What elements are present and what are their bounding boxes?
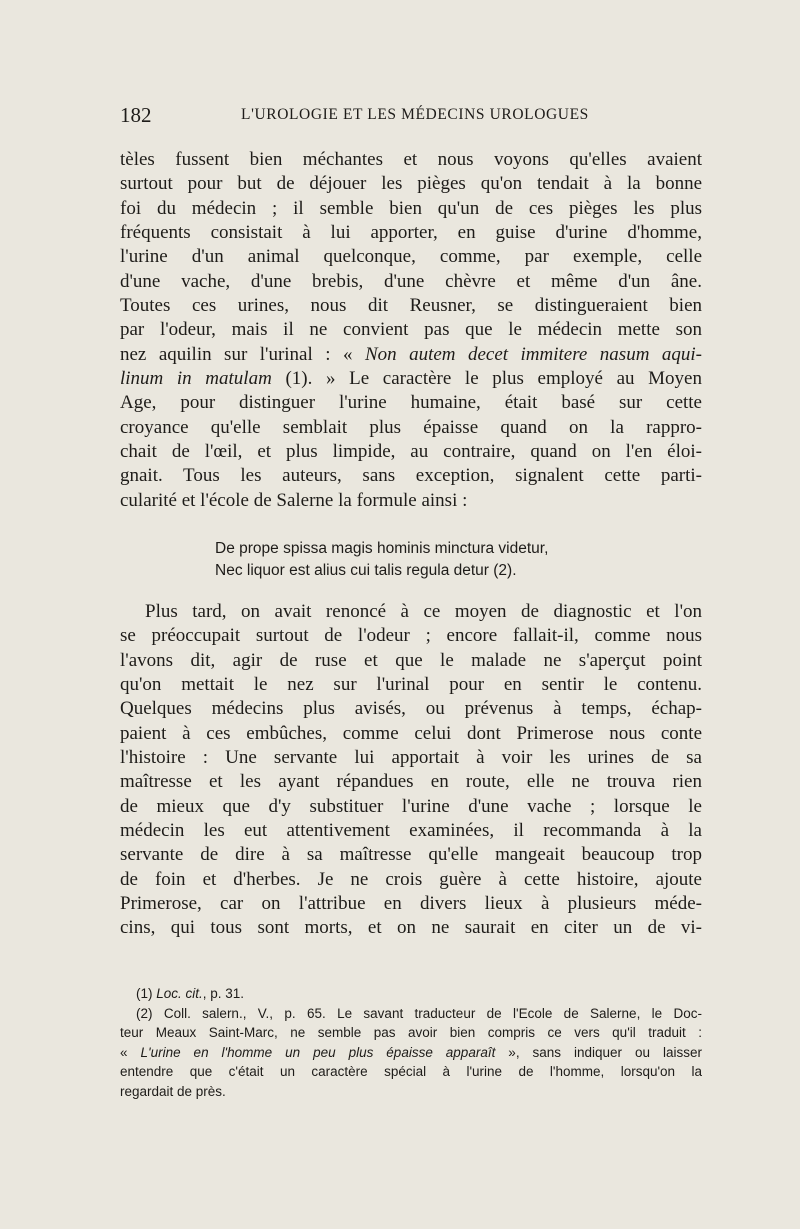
text-line: Toutes ces urines, nous dit Reusner, se distingueraient bien	[120, 295, 702, 317]
text-line: l'histoire : Une servante lui apportait à voir les urines de sa	[120, 747, 702, 769]
text-line: chait de l'œil, et plus limpide, au contraire, quand on l'en éloi-	[120, 441, 702, 463]
footnote-2-line: teur Meaux Saint-Marc, ne semble pas avoir bien compris ce vers qu'il traduit :	[120, 1025, 702, 1040]
text-line: se préoccupait surtout de l'odeur ; encore fallait-il, comme nous	[120, 625, 702, 647]
footnote-marker: (1)	[136, 986, 157, 1001]
running-head: L'UROLOGIE ET LES MÉDECINS UROLOGUES	[241, 106, 589, 123]
text-line: d'une vache, d'une brebis, d'une chèvre et même d'un âne.	[120, 270, 702, 292]
paragraph-2	[120, 600, 702, 941]
page-header	[120, 103, 702, 129]
footnote-text: «	[120, 1044, 141, 1060]
footnote-2-line: regardait de près.	[120, 1083, 226, 1099]
text-line: de mieux que d'y substituer l'urine d'une vache ; lorsque le	[120, 795, 702, 817]
text-line: croyance qu'elle semblait plus épaisse quand on la rappro-	[120, 416, 702, 438]
text-line: qu'on mettait le nez sur l'urinal pour en sentir le contenu.	[120, 674, 702, 696]
text-line: par l'odeur, mais il ne convient pas que le médecin mette son	[120, 319, 702, 341]
text-line: l'avons dit, agir de ruse et que le malade ne s'aperçut point	[120, 649, 702, 671]
paragraph-1	[120, 148, 702, 513]
text-line: cularité et l'école de Salerne la formule ainsi :	[120, 489, 468, 511]
text-line: Quelques médecins plus avisés, ou prévenus à temps, échap-	[120, 698, 702, 720]
text-line: Primerose, car on l'attribue en divers lieux à plusieurs méde-	[120, 893, 702, 915]
text-line: servante de dire à sa maîtresse qu'elle mangeait beaucoup trop	[120, 844, 702, 866]
verse-quote	[215, 538, 548, 582]
footnote-text: », sans indiquer ou laisser	[495, 1044, 703, 1060]
text-line: tèles fussent bien méchantes et nous voyons qu'elles avaient	[120, 149, 702, 170]
text-line: médecin les eut attentivement examinées, il recommanda à la	[120, 820, 702, 842]
text-line	[120, 367, 702, 391]
footnote-citation: Loc. cit.	[156, 986, 203, 1001]
footnotes	[120, 984, 702, 1101]
text-line: surtout pour but de déjouer les pièges qu'on tendait à la bonne	[120, 173, 702, 195]
text-line: foi du médecin ; il semble bien qu'un de ces pièges les plus	[120, 197, 702, 219]
footnote-2-line: entendre que c'était un caractère spécial à l'urine de l'homme, lorsqu'on la	[120, 1064, 702, 1079]
text-line	[120, 343, 702, 367]
text-line: fréquents consistait à lui apporter, en guise d'urine d'homme,	[120, 222, 702, 244]
text-line: Age, pour distinguer l'urine humaine, était basé sur cette	[120, 392, 702, 414]
footnote-quote: L'urine en l'homme un peu plus épaisse apparaît	[140, 1044, 496, 1060]
footnote-2-line: (2) Coll. salern., V., p. 65. Le savant traducteur de l'Ecole de Salerne, le Doc-	[136, 1005, 702, 1021]
text-line: maîtresse et les ayant répandues en route, elle ne trouva rien	[120, 771, 702, 793]
latin-quote: linum in matulam	[120, 368, 272, 390]
text-line: Plus tard, on avait renoncé à ce moyen de diagnostic et l'on	[145, 601, 702, 622]
text-line: de foin et d'herbes. Je ne crois guère à cette histoire, ajoute	[120, 868, 702, 890]
text-line: gnait. Tous les auteurs, sans exception, signalent cette parti-	[120, 465, 702, 487]
footnote-1	[120, 984, 702, 1004]
text-segment: (1). » Le caractère le plus employé au Moyen	[271, 368, 702, 390]
text-line: paient à ces embûches, comme celui dont Primerose nous conte	[120, 722, 702, 744]
text-segment: nez aquilin sur l'urinal : «	[120, 343, 365, 365]
page-number: 182	[120, 103, 152, 127]
latin-quote: Non autem decet immitere nasum aqui-	[364, 343, 702, 365]
text-line: l'urine d'un animal quelconque, comme, par exemple, celle	[120, 246, 702, 268]
verse-line: De prope spissa magis hominis minctura videtur,	[215, 540, 549, 557]
verse-line: Nec liquor est alius cui talis regula detur (2).	[215, 562, 517, 579]
footnote-2-line	[120, 1043, 702, 1063]
footnote-text: , p. 31.	[202, 986, 245, 1001]
text-line: cins, qui tous sont morts, et on ne saurait en citer un de vi-	[120, 917, 702, 939]
